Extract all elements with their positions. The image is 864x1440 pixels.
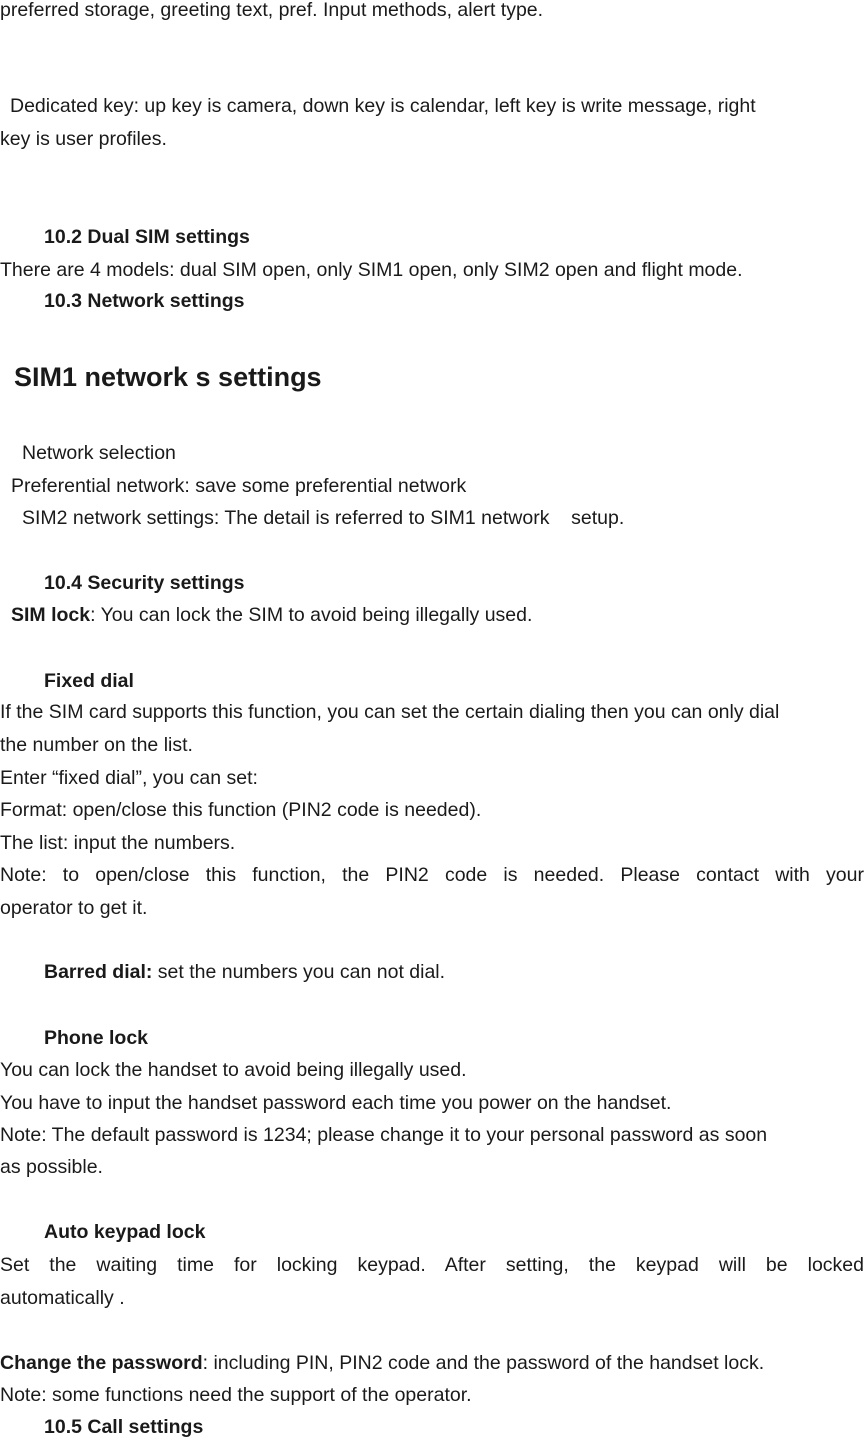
text-line: Format: open/close this function (PIN2 code is needed). — [0, 799, 482, 821]
text-line: operator to get it. — [0, 897, 148, 919]
term-barred-dial: Barred dial: — [44, 961, 153, 983]
text-line: automatically . — [0, 1287, 125, 1309]
text-line: Enter “fixed dial”, you can set: — [0, 767, 258, 789]
section-heading: 10.5 Call settings — [44, 1416, 204, 1438]
text-line: Network selection — [22, 442, 176, 464]
text-line: If the SIM card supports this function, you can set the certain dialing then you can only dial — [0, 701, 780, 723]
term-description: set the numbers you can not dial. — [152, 961, 446, 983]
text-line: Note: to open/close this function, the PIN2 code is needed. Please contact with your — [0, 864, 864, 886]
text-line: preferred storage, greeting text, pref. Input methods, alert type. — [0, 0, 544, 21]
text-line: You can lock the handset to avoid being illegally used. — [0, 1059, 467, 1081]
subheading: Auto keypad lock — [44, 1221, 206, 1243]
section-heading: 10.4 Security settings — [44, 572, 245, 594]
text-line: as possible. — [0, 1156, 103, 1178]
section-heading: 10.2 Dual SIM settings — [44, 226, 250, 248]
section-heading: 10.3 Network settings — [44, 290, 245, 312]
term-description: : You can lock the SIM to avoid being illegally used. — [90, 604, 533, 626]
text-line: There are 4 models: dual SIM open, only SIM1 open, only SIM2 open and flight mode. — [0, 259, 743, 281]
text-line: SIM2 network settings: The detail is referred to SIM1 network setup. — [22, 507, 625, 529]
text-line: Set the waiting time for locking keypad. After setting, the keypad will be locked — [0, 1254, 864, 1276]
text-line: Preferential network: save some preferential network — [11, 475, 467, 497]
text-line — [11, 603, 532, 627]
text-line: Note: The default password is 1234; please change it to your personal password as soon — [0, 1124, 768, 1146]
text-line: key is user profiles. — [0, 128, 167, 150]
subsection-title: SIM1 network s settings — [14, 362, 322, 392]
text-line: You have to input the handset password each time you power on the handset. — [0, 1092, 672, 1114]
text-line: Note: some functions need the support of the operator. — [0, 1384, 472, 1406]
text-line — [44, 960, 445, 984]
text-line — [0, 1351, 764, 1375]
subheading: Fixed dial — [44, 670, 134, 692]
text-line: the number on the list. — [0, 734, 193, 756]
term-sim-lock: SIM lock — [11, 604, 91, 626]
term-description: : including PIN, PIN2 code and the password of the handset lock. — [202, 1352, 765, 1374]
subheading: Phone lock — [44, 1027, 149, 1049]
term-change-password: Change the password — [0, 1352, 203, 1374]
text-line: Dedicated key: up key is camera, down key is calendar, left key is write message, right — [10, 95, 756, 117]
text-line: The list: input the numbers. — [0, 832, 236, 854]
